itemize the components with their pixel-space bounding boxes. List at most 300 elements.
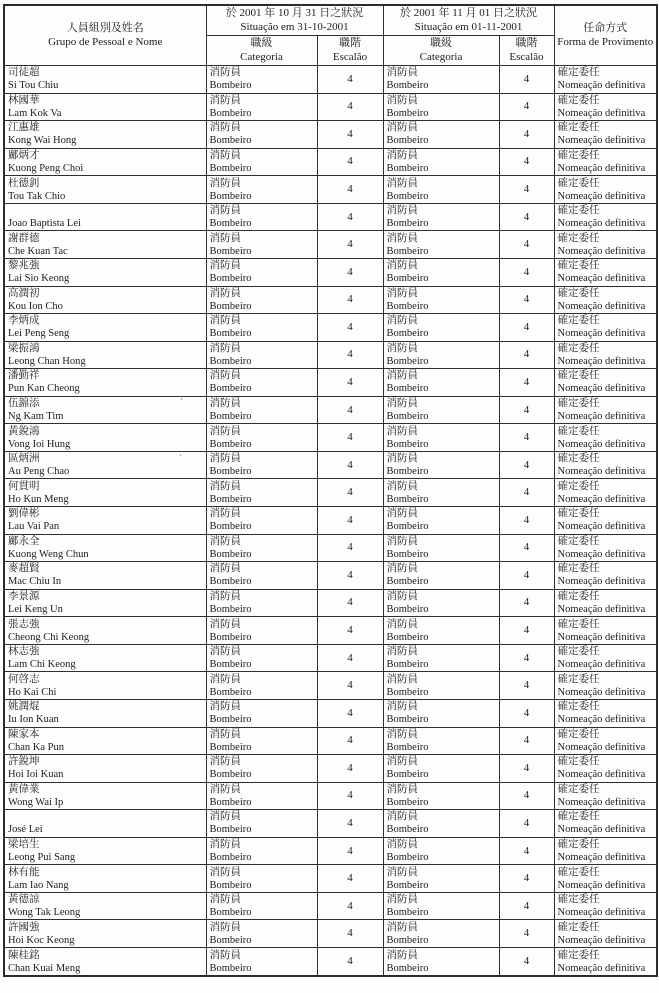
name-cell-line: Leong Pui Sang (8, 852, 76, 864)
categoria-oct-cell-line: Bombeiro (209, 107, 252, 119)
escalao-nov-cell: 4 (499, 203, 554, 231)
name-cell-line: Pun Kan Cheong (8, 383, 80, 395)
forma-cell-line: Nomeação definitiva (557, 824, 646, 836)
table-row (4, 176, 657, 204)
categoria-oct-cell-line: Bombeiro (209, 852, 252, 864)
name-cell-line: 潘勤祥 (8, 370, 40, 382)
table-row (4, 755, 657, 783)
name-cell-line: 許銳坤 (8, 756, 40, 768)
categoria-nov-cell (383, 203, 499, 231)
table-row (4, 617, 657, 645)
table-row (4, 920, 657, 948)
categoria-nov-cell-line: 消防員 (386, 149, 418, 161)
categoria-oct-cell (206, 66, 317, 94)
forma-cell-line: Nomeação definitiva (557, 328, 646, 340)
categoria-nov-cell (383, 66, 499, 94)
forma-cell-line: Nomeação definitiva (557, 466, 646, 478)
name-cell (4, 782, 206, 810)
categoria-nov-cell-line: 消防員 (386, 177, 418, 189)
forma-cell (554, 562, 657, 590)
forma-cell-line: 確定委任 (557, 67, 600, 79)
categoria-nov-cell-line: 消防員 (386, 839, 418, 851)
escalao-oct-cell: 4 (317, 231, 383, 259)
categoria-nov-cell-line: Bombeiro (386, 879, 429, 891)
name-cell-line: 林志強 (8, 646, 40, 658)
name-cell-line: Cheong Chi Keong (8, 631, 90, 643)
categoria-nov-cell-line: Bombeiro (386, 603, 429, 615)
name-cell-line: Lai Sio Keong (8, 273, 70, 285)
forma-cell (554, 369, 657, 397)
categoria-nov-cell-line: 消防員 (386, 783, 418, 795)
categoria-nov-cell (383, 121, 499, 149)
forma-cell-line: Nomeação definitiva (557, 162, 646, 174)
forma-cell-line: 確定委任 (557, 453, 600, 465)
forma-cell (554, 699, 657, 727)
categoria-oct-cell (206, 562, 317, 590)
name-cell-line: 區炳洲 (8, 453, 40, 465)
categoria-oct-cell-line: 消防員 (209, 646, 241, 658)
name-cell-line: 陳家本 (8, 728, 40, 740)
categoria-nov-cell-line: Bombeiro (386, 135, 429, 147)
forma-cell (554, 286, 657, 314)
categoria-oct-cell (206, 507, 317, 535)
categoria-nov-cell-line: Bombeiro (386, 962, 429, 974)
name-cell-line: 伍錦添 (8, 398, 40, 410)
name-cell-line: 陳桂銘 (8, 949, 40, 961)
escalao-nov-cell: 4 (499, 66, 554, 94)
header-categoria-oct-pt: Categoria (240, 50, 283, 63)
name-cell-line: Kong Wai Hong (8, 135, 77, 147)
categoria-oct-cell-line: 消防員 (209, 232, 241, 244)
escalao-oct-cell: 4 (317, 369, 383, 397)
forma-cell-line: Nomeação definitiva (557, 273, 646, 285)
categoria-nov-cell (383, 948, 499, 977)
forma-cell-line: Nomeação definitiva (557, 300, 646, 312)
name-cell-line: 鄺永全 (8, 535, 40, 547)
name-cell (4, 424, 206, 452)
table-row (4, 837, 657, 865)
escalao-oct-cell: 4 (317, 479, 383, 507)
categoria-nov-cell-line: Bombeiro (386, 162, 429, 174)
forma-cell-line: Nomeação definitiva (557, 934, 646, 946)
categoria-nov-cell (383, 369, 499, 397)
name-cell (4, 755, 206, 783)
escalao-oct-cell: 4 (317, 507, 383, 535)
categoria-oct-cell (206, 451, 317, 479)
forma-cell-line: 確定委任 (557, 590, 600, 602)
categoria-nov-cell (383, 562, 499, 590)
name-cell-line: Kuong Weng Chun (8, 548, 89, 560)
escalao-nov-cell: 4 (499, 837, 554, 865)
escalao-nov-cell: 4 (499, 672, 554, 700)
name-cell-line: 梁振鴻 (8, 342, 40, 354)
categoria-oct-cell-line: 消防員 (209, 563, 241, 575)
forma-cell-line: Nomeação definitiva (557, 80, 646, 92)
categoria-oct-cell-line: 消防員 (209, 921, 241, 933)
name-cell (4, 589, 206, 617)
table-row (4, 534, 657, 562)
escalao-nov-cell: 4 (499, 121, 554, 149)
name-cell-line: Leong Chan Hong (8, 355, 86, 367)
categoria-oct-cell (206, 424, 317, 452)
categoria-nov-cell-line: Bombeiro (386, 218, 429, 230)
escalao-nov-cell: 4 (499, 369, 554, 397)
categoria-nov-cell (383, 837, 499, 865)
forma-cell (554, 782, 657, 810)
escalao-oct-cell: 4 (317, 424, 383, 452)
categoria-oct-cell-line: Bombeiro (209, 466, 252, 478)
categoria-oct-cell-line: 消防員 (209, 866, 241, 878)
name-cell-line: Wong Wai Ip (8, 796, 64, 808)
categoria-nov-cell (383, 451, 499, 479)
categoria-nov-cell-line: 消防員 (386, 370, 418, 382)
header-escalao-oct-zh: 職階 (339, 37, 361, 49)
escalao-oct-cell: 4 (317, 920, 383, 948)
header-situacao-oct-zh: 於 2001 年 10 月 31 日之狀況 (225, 7, 364, 19)
categoria-nov-cell-line: 消防員 (386, 646, 418, 658)
categoria-oct-cell-line: 消防員 (209, 122, 241, 134)
header-situacao-oct (206, 5, 383, 36)
categoria-oct-cell-line: Bombeiro (209, 493, 252, 505)
name-cell-line: Lei Keng Un (8, 603, 63, 615)
name-cell (4, 258, 206, 286)
forma-cell (554, 727, 657, 755)
name-cell-line: 謝群德 (8, 232, 40, 244)
table-row (4, 479, 657, 507)
name-cell-line: 杜德釗 (8, 177, 40, 189)
escalao-oct-cell: 4 (317, 93, 383, 121)
forma-cell-line: 確定委任 (557, 646, 600, 658)
name-cell-line: Lam Iao Nang (8, 879, 69, 891)
categoria-nov-cell-line: Bombeiro (386, 714, 429, 726)
categoria-oct-cell (206, 920, 317, 948)
table-row (4, 314, 657, 342)
categoria-nov-cell-line: Bombeiro (386, 548, 429, 560)
forma-cell-line: Nomeação definitiva (557, 521, 646, 533)
categoria-nov-cell-line: 消防員 (386, 894, 418, 906)
name-cell-line: Chan Ka Pun (8, 741, 64, 753)
categoria-oct-cell (206, 865, 317, 893)
forma-cell-line: 確定委任 (557, 342, 600, 354)
categoria-oct-cell-line: 消防員 (209, 590, 241, 602)
escalao-nov-cell: 4 (499, 534, 554, 562)
escalao-nov-cell: 4 (499, 644, 554, 672)
forma-cell-line: 確定委任 (557, 370, 600, 382)
categoria-nov-cell-line: 消防員 (386, 260, 418, 272)
forma-cell-line: Nomeação definitiva (557, 907, 646, 919)
categoria-oct-cell-line: Bombeiro (209, 521, 252, 533)
name-cell-line: Tou Tak Chio (8, 190, 66, 202)
forma-cell-line: Nomeação definitiva (557, 659, 646, 671)
forma-cell (554, 534, 657, 562)
forma-cell-line: 確定委任 (557, 287, 600, 299)
categoria-nov-cell-line: 消防員 (386, 122, 418, 134)
categoria-oct-cell-line: Bombeiro (209, 741, 252, 753)
forma-cell-line: Nomeação definitiva (557, 493, 646, 505)
forma-cell-line: Nomeação definitiva (557, 245, 646, 257)
categoria-oct-cell (206, 534, 317, 562)
categoria-nov-cell-line: Bombeiro (386, 245, 429, 257)
categoria-oct-cell-line: 消防員 (209, 205, 241, 217)
forma-cell-line: 確定委任 (557, 205, 600, 217)
categoria-oct-cell-line: Bombeiro (209, 907, 252, 919)
categoria-oct-cell (206, 121, 317, 149)
escalao-oct-cell: 4 (317, 258, 383, 286)
forma-cell-line: Nomeação definitiva (557, 603, 646, 615)
name-cell (4, 920, 206, 948)
escalao-nov-cell: 4 (499, 699, 554, 727)
categoria-oct-cell-line: 消防員 (209, 673, 241, 685)
categoria-nov-cell (383, 341, 499, 369)
categoria-nov-cell-line: 消防員 (386, 425, 418, 437)
forma-cell (554, 837, 657, 865)
forma-cell (554, 66, 657, 94)
forma-cell-line: 確定委任 (557, 839, 600, 851)
header-escalao-nov (499, 36, 554, 66)
categoria-nov-cell-line: Bombeiro (386, 934, 429, 946)
escalao-nov-cell: 4 (499, 424, 554, 452)
table-row (4, 810, 657, 838)
categoria-oct-cell (206, 396, 317, 424)
forma-cell-line: 確定委任 (557, 398, 600, 410)
header-group-nome-zh: 人員組別及姓名 (66, 22, 144, 34)
categoria-nov-cell (383, 865, 499, 893)
header-categoria-nov-zh: 職級 (430, 37, 452, 49)
name-cell-line: 何貫明 (8, 480, 40, 492)
name-cell-line: 黃德諒 (8, 894, 40, 906)
categoria-nov-cell-line: 消防員 (386, 756, 418, 768)
forma-cell (554, 920, 657, 948)
categoria-nov-cell (383, 396, 499, 424)
categoria-nov-cell (383, 892, 499, 920)
categoria-nov-cell (383, 507, 499, 535)
name-cell-line: Hoi Koc Keong (8, 934, 75, 946)
categoria-nov-cell-line: Bombeiro (386, 576, 429, 588)
categoria-oct-cell-line: Bombeiro (209, 796, 252, 808)
forma-cell-line: 確定委任 (557, 315, 600, 327)
categoria-oct-cell-line: Bombeiro (209, 659, 252, 671)
forma-cell (554, 589, 657, 617)
categoria-oct-cell-line: Bombeiro (209, 576, 252, 588)
name-cell-line: Hoi Ioi Kuan (8, 769, 64, 781)
forma-cell-line: Nomeação definitiva (557, 135, 646, 147)
forma-cell (554, 148, 657, 176)
categoria-nov-cell-line: Bombeiro (386, 328, 429, 340)
forma-cell-line: 確定委任 (557, 535, 600, 547)
categoria-oct-cell (206, 314, 317, 342)
categoria-nov-cell-line: 消防員 (386, 949, 418, 961)
header-forma (554, 5, 657, 66)
forma-cell-line: Nomeação definitiva (557, 548, 646, 560)
categoria-nov-cell (383, 644, 499, 672)
name-cell-line: 黎兆強 (8, 260, 40, 272)
categoria-nov-cell-line: Bombeiro (386, 493, 429, 505)
categoria-nov-cell-line: 消防員 (386, 618, 418, 630)
forma-cell (554, 451, 657, 479)
forma-cell (554, 203, 657, 231)
forma-cell-line: 確定委任 (557, 480, 600, 492)
name-cell (4, 617, 206, 645)
table-row (4, 562, 657, 590)
forma-cell-line: 確定委任 (557, 701, 600, 713)
categoria-nov-cell-line: 消防員 (386, 673, 418, 685)
categoria-nov-cell-line: Bombeiro (386, 521, 429, 533)
name-cell (4, 892, 206, 920)
scan-artifact: ` (179, 453, 182, 463)
table-row (4, 231, 657, 259)
categoria-nov-cell-line: Bombeiro (386, 383, 429, 395)
categoria-oct-cell (206, 258, 317, 286)
escalao-nov-cell: 4 (499, 396, 554, 424)
escalao-nov-cell: 4 (499, 617, 554, 645)
escalao-oct-cell: 4 (317, 837, 383, 865)
categoria-oct-cell-line: Bombeiro (209, 411, 252, 423)
forma-cell-line: Nomeação definitiva (557, 879, 646, 891)
escalao-oct-cell: 4 (317, 534, 383, 562)
categoria-nov-cell-line: Bombeiro (386, 631, 429, 643)
forma-cell-line: 確定委任 (557, 260, 600, 272)
forma-cell-line: Nomeação definitiva (557, 796, 646, 808)
table-row (4, 341, 657, 369)
categoria-oct-cell (206, 589, 317, 617)
categoria-nov-cell-line: 消防員 (386, 342, 418, 354)
name-cell-line: Lam Kok Va (8, 107, 62, 119)
forma-cell-line: Nomeação definitiva (557, 852, 646, 864)
name-cell (4, 369, 206, 397)
categoria-nov-cell (383, 176, 499, 204)
name-cell (4, 93, 206, 121)
name-cell-line: 麥超賢 (8, 563, 40, 575)
name-cell-line: Si Tou Chiu (8, 80, 59, 92)
escalao-nov-cell: 4 (499, 727, 554, 755)
escalao-oct-cell: 4 (317, 892, 383, 920)
forma-cell-line: Nomeação definitiva (557, 355, 646, 367)
name-cell-line: 林有能 (8, 866, 40, 878)
forma-cell-line: Nomeação definitiva (557, 218, 646, 230)
name-cell (4, 534, 206, 562)
categoria-nov-cell-line: Bombeiro (386, 659, 429, 671)
categoria-nov-cell (383, 314, 499, 342)
forma-cell-line: 確定委任 (557, 232, 600, 244)
escalao-nov-cell: 4 (499, 286, 554, 314)
name-cell (4, 286, 206, 314)
escalao-nov-cell: 4 (499, 341, 554, 369)
name-cell-line: 許國強 (8, 921, 40, 933)
categoria-nov-cell-line: Bombeiro (386, 466, 429, 478)
forma-cell-line: 確定委任 (557, 673, 600, 685)
name-cell-line: Chan Kuai Meng (8, 962, 81, 974)
escalao-nov-cell: 4 (499, 314, 554, 342)
escalao-nov-cell: 4 (499, 755, 554, 783)
forma-cell (554, 176, 657, 204)
categoria-oct-cell-line: 消防員 (209, 894, 241, 906)
name-cell-line: Joao Baptista Lei (8, 218, 81, 230)
escalao-oct-cell: 4 (317, 672, 383, 700)
categoria-nov-cell (383, 479, 499, 507)
name-cell-line (8, 810, 203, 823)
escalao-oct-cell: 4 (317, 203, 383, 231)
categoria-nov-cell-line: 消防員 (386, 811, 418, 823)
escalao-oct-cell: 4 (317, 341, 383, 369)
categoria-oct-cell-line: 消防員 (209, 535, 241, 547)
categoria-oct-cell-line: Bombeiro (209, 383, 252, 395)
forma-cell-line: Nomeação definitiva (557, 438, 646, 450)
categoria-oct-cell-line: Bombeiro (209, 245, 252, 257)
categoria-nov-cell (383, 672, 499, 700)
categoria-oct-cell-line: 消防員 (209, 315, 241, 327)
name-cell (4, 231, 206, 259)
forma-cell-line: 確定委任 (557, 866, 600, 878)
name-cell-line: 黃偉業 (8, 783, 40, 795)
categoria-nov-cell (383, 258, 499, 286)
name-cell (4, 148, 206, 176)
categoria-nov-cell (383, 589, 499, 617)
categoria-nov-cell-line: 消防員 (386, 287, 418, 299)
categoria-nov-cell-line: Bombeiro (386, 852, 429, 864)
name-cell-line: 劉偉彬 (8, 508, 40, 520)
forma-cell (554, 865, 657, 893)
escalao-oct-cell: 4 (317, 176, 383, 204)
forma-cell (554, 755, 657, 783)
categoria-nov-cell (383, 755, 499, 783)
categoria-oct-cell (206, 892, 317, 920)
header-situacao-oct-pt: Situação em 31-10-2001 (240, 20, 349, 33)
header-escalao-oct-pt: Escalão (332, 50, 368, 63)
forma-cell (554, 121, 657, 149)
categoria-oct-cell (206, 148, 317, 176)
name-cell-line: 張志強 (8, 618, 40, 630)
categoria-oct-cell-line: Bombeiro (209, 190, 252, 202)
name-cell-line: 林國華 (8, 94, 40, 106)
table-row (4, 672, 657, 700)
forma-cell (554, 810, 657, 838)
table-row (4, 369, 657, 397)
name-cell-line: 李炳成 (8, 315, 40, 327)
categoria-oct-cell-line: 消防員 (209, 508, 241, 520)
escalao-nov-cell: 4 (499, 782, 554, 810)
escalao-oct-cell: 4 (317, 121, 383, 149)
categoria-oct-cell-line: 消防員 (209, 67, 241, 79)
categoria-oct-cell-line: Bombeiro (209, 273, 252, 285)
name-cell (4, 314, 206, 342)
categoria-oct-cell-line: Bombeiro (209, 135, 252, 147)
categoria-nov-cell (383, 727, 499, 755)
header-group-nome-pt: Grupo de Pessoal e Nome (48, 35, 163, 48)
categoria-nov-cell (383, 782, 499, 810)
header-situacao-nov-pt: Situação em 01-11-2001 (414, 20, 523, 33)
header-forma-pt: Forma de Provimento (557, 35, 654, 48)
name-cell (4, 66, 206, 94)
categoria-nov-cell-line: Bombeiro (386, 300, 429, 312)
name-cell-line: Au Peng Chao (8, 466, 70, 478)
forma-cell-line: Nomeação definitiva (557, 631, 646, 643)
categoria-oct-cell-line: Bombeiro (209, 631, 252, 643)
escalao-nov-cell: 4 (499, 892, 554, 920)
forma-cell-line: 確定委任 (557, 783, 600, 795)
categoria-oct-cell-line: 消防員 (209, 177, 241, 189)
categoria-oct-cell-line: 消防員 (209, 839, 241, 851)
forma-cell-line: Nomeação definitiva (557, 769, 646, 781)
name-cell-line: 鄺炳才 (8, 149, 40, 161)
header-forma-zh: 任命方式 (583, 22, 628, 34)
escalao-nov-cell: 4 (499, 507, 554, 535)
table-row (4, 93, 657, 121)
categoria-nov-cell (383, 534, 499, 562)
name-cell (4, 396, 206, 424)
categoria-nov-cell-line: 消防員 (386, 590, 418, 602)
table-row (4, 948, 657, 977)
escalao-oct-cell: 4 (317, 865, 383, 893)
